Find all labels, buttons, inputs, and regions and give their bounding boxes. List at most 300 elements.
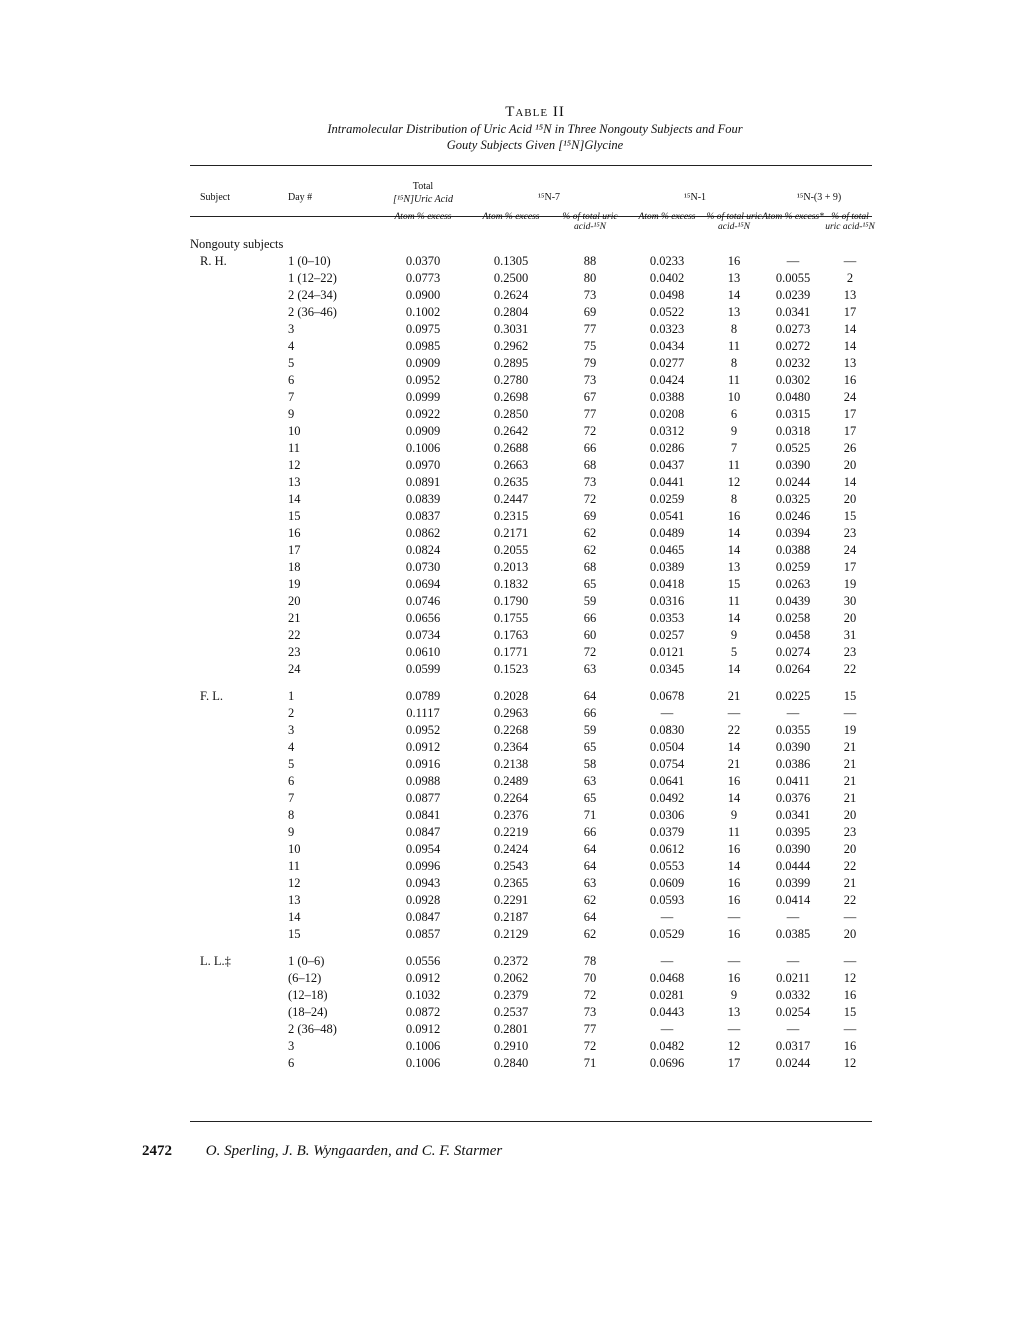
n1-pct-cell: 15 [727,577,741,591]
total-atom-cell: 0.0916 [405,757,441,771]
n39-pct-cell: 20 [843,808,857,822]
n39-pct-cell: 21 [843,757,857,771]
day-cell: 18 [288,560,301,574]
n7-pct-subheader: % of total uric acid-¹⁵N [562,212,618,232]
n39-pct-cell: 30 [843,594,857,608]
n39-pct-cell: 22 [843,662,857,676]
n7-pct-cell: 70 [583,971,597,985]
table-row [186,926,876,943]
n39-atom-cell: 0.0244 [775,475,811,489]
table-row [186,807,876,824]
day-cell: 3 [288,723,295,737]
subject-cell: R. H. [200,254,227,268]
subject-cell [186,661,280,678]
day-cell: 1 (0–6) [288,954,325,968]
total-atom-cell: 0.1006 [405,1056,441,1070]
subject-gap [186,678,876,688]
n39-pct-cell: 14 [843,339,857,353]
table-row [186,644,876,661]
subject-cell [186,858,280,875]
top-rule [190,165,872,166]
day-cell: 17 [288,543,301,557]
day-cell: 14 [288,492,301,506]
n39-atom-subheader: Atom % excess* [762,212,824,222]
blank-subheader [280,206,376,236]
total-atom-cell: 0.0975 [405,322,441,336]
subject-cell [186,423,280,440]
subject-cell [186,1004,280,1021]
subject-cell [186,1055,280,1072]
subject-cell [186,756,280,773]
n7-atom-cell: 0.2624 [493,288,529,302]
n39-pct-cell: 23 [843,526,857,540]
n7-atom-cell: 0.1523 [493,662,529,676]
n7-atom-cell: 0.2910 [493,1039,529,1053]
total-atom-cell: 0.1117 [406,706,440,720]
n1-header: ¹⁵N-1 [684,192,707,203]
n1-atom-cell: 0.0257 [649,628,685,642]
table-row [186,542,876,559]
n1-atom-cell: 0.0286 [649,441,685,455]
n39-pct-cell: 22 [843,893,857,907]
n1-pct-cell: 14 [727,791,741,805]
total-atom-cell: 0.0824 [405,543,441,557]
n7-pct-cell: 66 [583,706,597,720]
subject-cell [186,790,280,807]
total-atom-cell: 0.0837 [405,509,441,523]
day-cell: 24 [288,662,301,676]
day-cell: 7 [288,791,295,805]
n39-pct-cell: 12 [843,1056,857,1070]
n1-atom-cell: 0.0389 [649,560,685,574]
total-atom-cell: 0.0999 [405,390,441,404]
n7-atom-cell: 0.2663 [493,458,529,472]
n7-pct-cell: 72 [583,988,597,1002]
day-cell: 3 [288,1039,295,1053]
day-cell: 20 [288,594,301,608]
n39-atom-cell: 0.0263 [775,577,811,591]
page-footer [142,1143,502,1160]
n39-pct-cell: 21 [843,791,857,805]
table-row [186,593,876,610]
n7-atom-cell: 0.2963 [493,706,529,720]
table-body [186,172,876,1072]
n1-atom-cell: 0.0418 [649,577,685,591]
day-cell: 10 [288,424,301,438]
n1-atom-cell: — [660,954,674,968]
n1-atom-cell: 0.0754 [649,757,685,771]
n1-atom-cell: 0.0281 [649,988,685,1002]
day-cell: 11 [288,441,301,455]
n1-atom-cell: 0.0379 [649,825,685,839]
n1-pct-cell: 10 [727,390,741,404]
n7-pct-cell: 77 [583,1022,597,1036]
n1-pct-cell: 13 [727,560,741,574]
day-cell: 21 [288,611,301,625]
table-row [186,688,876,705]
table-row [186,559,876,576]
n7-pct-cell: 72 [583,424,597,438]
n39-pct-cell: 24 [843,390,857,404]
total-atom-cell: 0.0912 [405,740,441,754]
n7-pct-cell: 75 [583,339,597,353]
n39-atom-cell: 0.0315 [775,407,811,421]
subject-cell [186,875,280,892]
n39-pct-cell: 14 [843,475,857,489]
n39-atom-cell: 0.0388 [775,543,811,557]
n1-atom-cell: 0.0353 [649,611,685,625]
n1-pct-cell: 8 [730,322,738,336]
n39-atom-cell: 0.0246 [775,509,811,523]
n1-pct-cell: 9 [730,628,738,642]
n39-pct-cell: 17 [843,407,857,421]
n1-atom-cell: 0.0441 [649,475,685,489]
day-cell: 22 [288,628,301,642]
authors: O. Sperling, J. B. Wyngaarden, and C. F. Starmer [205,1143,503,1159]
n39-atom-cell: 0.0272 [775,339,811,353]
n7-atom-cell: 0.2291 [493,893,529,907]
n1-pct-cell: 9 [730,988,738,1002]
table-row [186,491,876,508]
total-atom-cell: 0.0952 [405,723,441,737]
n39-pct-cell: 17 [843,305,857,319]
n7-pct-cell: 65 [583,740,597,754]
n39-atom-cell: 0.0395 [775,825,811,839]
n39-atom-cell: 0.0211 [776,971,810,985]
table-title: Table II [505,104,565,120]
n7-atom-cell: 0.2379 [493,988,529,1002]
n39-atom-cell: 0.0341 [775,808,811,822]
n39-atom-cell: 0.0386 [775,757,811,771]
n39-atom-cell: 0.0317 [775,1039,811,1053]
total-atom-cell: 0.0909 [405,356,441,370]
n39-pct-cell: 19 [843,577,857,591]
n1-pct-cell: 16 [727,893,741,907]
n1-atom-cell: 0.0277 [649,356,685,370]
n1-atom-cell: 0.0312 [649,424,685,438]
n39-pct-cell: 21 [843,876,857,890]
table-row [186,739,876,756]
n7-atom-cell: 0.2424 [493,842,529,856]
total-atom-cell: 0.0746 [405,594,441,608]
table-row [186,661,876,678]
n7-atom-cell: 0.2138 [493,757,529,771]
n1-pct-subheader: % of total uric acid-¹⁵N [706,212,762,232]
n39-pct-cell: 17 [843,560,857,574]
total-atom-cell: 0.0985 [405,339,441,353]
n7-pct-cell: 77 [583,407,597,421]
n7-pct-cell: 66 [583,441,597,455]
page-number: 2472 [142,1143,172,1159]
n39-pct-cell: 20 [843,927,857,941]
n7-pct-cell: 77 [583,322,597,336]
table-row [186,270,876,287]
n39-pct-cell: 24 [843,543,857,557]
n7-atom-cell: 0.2489 [493,774,529,788]
bottom-rule [190,1121,872,1122]
total-atom-cell: 0.0928 [405,893,441,907]
n7-pct-cell: 68 [583,458,597,472]
day-cell: 13 [288,475,301,489]
n7-header: ¹⁵N-7 [537,192,561,203]
subject-gap [186,943,876,953]
n1-pct-cell: 6 [730,407,738,421]
subject-cell [186,406,280,423]
n1-atom-cell: 0.0434 [649,339,685,353]
total-atom-cell: 0.0877 [405,791,441,805]
table-row [186,610,876,627]
n39-atom-cell: 0.0273 [775,322,811,336]
table-row [186,406,876,423]
day-cell: 15 [288,927,301,941]
n39-pct-cell: 20 [843,611,857,625]
total-atom-cell: 0.0730 [405,560,441,574]
n39-pct-cell: — [843,910,857,924]
n39-atom-cell: — [786,910,800,924]
n1-pct-cell: 11 [728,825,741,839]
n1-atom-cell: 0.0482 [649,1039,685,1053]
n7-pct-cell: 73 [583,288,597,302]
day-cell: 23 [288,645,301,659]
blank-subheader [186,206,280,236]
day-cell: 14 [288,910,301,924]
n39-atom-cell: 0.0480 [775,390,811,404]
n39-atom-cell: 0.0390 [775,740,811,754]
subject-cell [186,705,280,722]
subheader-row [186,206,876,236]
n7-pct-cell: 88 [583,254,597,268]
n7-atom-cell: 0.2062 [493,971,529,985]
n7-pct-cell: 69 [583,509,597,523]
n39-atom-cell: 0.0355 [775,723,811,737]
n7-atom-cell: 0.2698 [493,390,529,404]
table-row [186,576,876,593]
n7-pct-cell: 71 [583,1056,597,1070]
n1-pct-cell: 16 [727,876,741,890]
n1-pct-cell: 9 [730,808,738,822]
table-row [186,508,876,525]
subject-cell [186,491,280,508]
n7-atom-cell: 0.2315 [493,509,529,523]
table-row [186,909,876,926]
n39-atom-cell: 0.0394 [775,526,811,540]
table-row [186,355,876,372]
n1-atom-cell: 0.0678 [649,689,685,703]
table-row [186,858,876,875]
n7-pct-cell: 73 [583,373,597,387]
n7-atom-cell: 0.2268 [493,723,529,737]
n39-pct-cell: 21 [843,740,857,754]
subject-cell [186,304,280,321]
n1-pct-cell: 16 [727,927,741,941]
total-atom-cell: 0.0891 [405,475,441,489]
n39-pct-cell: 20 [843,842,857,856]
n1-pct-cell: 16 [727,774,741,788]
total-header [376,172,470,206]
n1-atom-cell: 0.0553 [649,859,685,873]
n7-pct-cell: 71 [583,808,597,822]
n39-pct-cell: 23 [843,645,857,659]
n7-pct-cell: 65 [583,577,597,591]
n39-pct-cell: 16 [843,373,857,387]
n7-atom-cell: 0.2364 [493,740,529,754]
n7-atom-cell: 0.2013 [493,560,529,574]
n1-pct-cell: — [727,954,741,968]
n1-pct-cell: 14 [727,740,741,754]
subject-cell [186,739,280,756]
n1-pct-cell: 8 [730,492,738,506]
n1-atom-cell: 0.0323 [649,322,685,336]
n39-atom-cell: — [786,1022,800,1036]
subject-cell [186,1021,280,1038]
n39-atom-cell: 0.0258 [775,611,811,625]
n7-atom-cell: 0.2171 [493,526,529,540]
day-cell: 15 [288,509,301,523]
n7-pct-cell: 62 [583,543,597,557]
n1-pct-cell: 13 [727,305,741,319]
n1-pct-cell: — [727,910,741,924]
day-cell: 12 [288,876,301,890]
n39-atom-cell: 0.0318 [775,424,811,438]
n39-atom-cell: 0.0254 [775,1005,811,1019]
subject-cell: F. L. [200,689,223,703]
n39-pct-cell: 15 [843,509,857,523]
n7-pct-cell: 58 [583,757,597,771]
n7-pct-cell: 80 [583,271,597,285]
total-atom-cell: 0.0988 [405,774,441,788]
total-atom-cell: 0.1006 [405,1039,441,1053]
n7-pct-cell: 59 [583,594,597,608]
n39-atom-cell: — [786,954,800,968]
day-cell: 5 [288,757,295,771]
n39-atom-cell: 0.0411 [776,774,810,788]
n39-atom-cell: 0.0264 [775,662,811,676]
n7-atom-cell: 0.2447 [493,492,529,506]
subject-cell [186,321,280,338]
table-row [186,722,876,739]
n39-atom-cell: 0.0390 [775,458,811,472]
table-caption-line-2: Gouty Subjects Given [¹⁵N]Glycine [446,138,624,152]
n1-pct-cell: 11 [728,594,741,608]
subject-cell [186,841,280,858]
day-cell: 4 [288,740,295,754]
total-atom-cell: 0.0556 [405,954,441,968]
n39-pct-cell: — [843,254,857,268]
subject-cell [186,457,280,474]
n7-pct-cell: 72 [583,1039,597,1053]
n39-pct-cell: — [843,706,857,720]
n7-pct-cell: 63 [583,876,597,890]
table-row [186,287,876,304]
table-row [186,1055,876,1072]
n1-atom-cell: 0.0316 [649,594,685,608]
n7-atom-cell: 0.2962 [493,339,529,353]
n7-atom-cell: 0.2219 [493,825,529,839]
n1-pct-cell: 5 [730,645,738,659]
table-row [186,987,876,1004]
total-header-label: [¹⁵N]Uric Acid [393,194,453,205]
subject-cell: L. L.‡ [200,954,231,968]
n39-pct-cell: 23 [843,825,857,839]
day-cell: 6 [288,373,295,387]
n39-pct-subheader: % of total uric acid-¹⁵N [825,212,875,232]
n1-pct-cell: 17 [727,1056,741,1070]
table-row [186,474,876,491]
n39-atom-cell: 0.0239 [775,288,811,302]
n7-pct-cell: 64 [583,859,597,873]
table-row [186,756,876,773]
table-row [186,338,876,355]
n7-atom-cell: 0.2376 [493,808,529,822]
n39-header: ¹⁵N-(3 + 9) [796,192,842,203]
day-cell: 6 [288,774,295,788]
n1-pct-cell: 9 [730,424,738,438]
n1-atom-cell: 0.0402 [649,271,685,285]
table-row [186,440,876,457]
n7-atom-cell: 0.2642 [493,424,529,438]
n39-pct-cell: 31 [843,628,857,642]
n7-pct-cell: 66 [583,611,597,625]
n7-atom-cell: 0.2500 [493,271,529,285]
n7-atom-cell: 0.2895 [493,356,529,370]
subject-cell [186,440,280,457]
table-row [186,790,876,807]
subject-cell [186,389,280,406]
n39-atom-cell: 0.0259 [775,560,811,574]
table-row [186,875,876,892]
day-cell: 1 (12–22) [288,271,337,285]
n1-atom-cell: 0.0593 [649,893,685,907]
table-row [186,970,876,987]
subject-header: Subject [200,192,230,203]
n39-pct-cell: 13 [843,356,857,370]
day-cell: 2 [288,706,295,720]
n7-atom-cell: 0.2028 [493,689,529,703]
n1-atom-cell: 0.0233 [649,254,685,268]
n39-pct-cell: 15 [843,1005,857,1019]
total-atom-cell: 0.0970 [405,458,441,472]
day-cell: 12 [288,458,301,472]
n1-pct-cell: 14 [727,662,741,676]
group-label-row [186,236,876,253]
n39-pct-cell: — [843,1022,857,1036]
n7-pct-cell: 79 [583,356,597,370]
total-atom-cell: 0.0839 [405,492,441,506]
n1-atom-cell: 0.0121 [649,645,685,659]
n7-atom-cell: 0.2537 [493,1005,529,1019]
day-cell: 2 (36–46) [288,305,337,319]
n7-pct-cell: 65 [583,791,597,805]
n7-pct-cell: 62 [583,893,597,907]
n7-pct-cell: 72 [583,645,597,659]
subject-cell [186,508,280,525]
table-row [186,321,876,338]
n39-atom-cell: 0.0325 [775,492,811,506]
n39-pct-cell: 20 [843,458,857,472]
total-atom-cell: 0.1032 [405,988,441,1002]
day-cell: 2 (24–34) [288,288,337,302]
n1-pct-cell: 16 [727,509,741,523]
n39-atom-cell: 0.0390 [775,842,811,856]
n1-atom-cell: 0.0612 [649,842,685,856]
table-row [186,627,876,644]
n7-atom-cell: 0.2372 [493,954,529,968]
table-row [186,457,876,474]
total-atom-cell: 0.0694 [405,577,441,591]
subject-cell [186,824,280,841]
day-cell: 1 [288,689,295,703]
n7-atom-cell: 0.2801 [493,1022,529,1036]
